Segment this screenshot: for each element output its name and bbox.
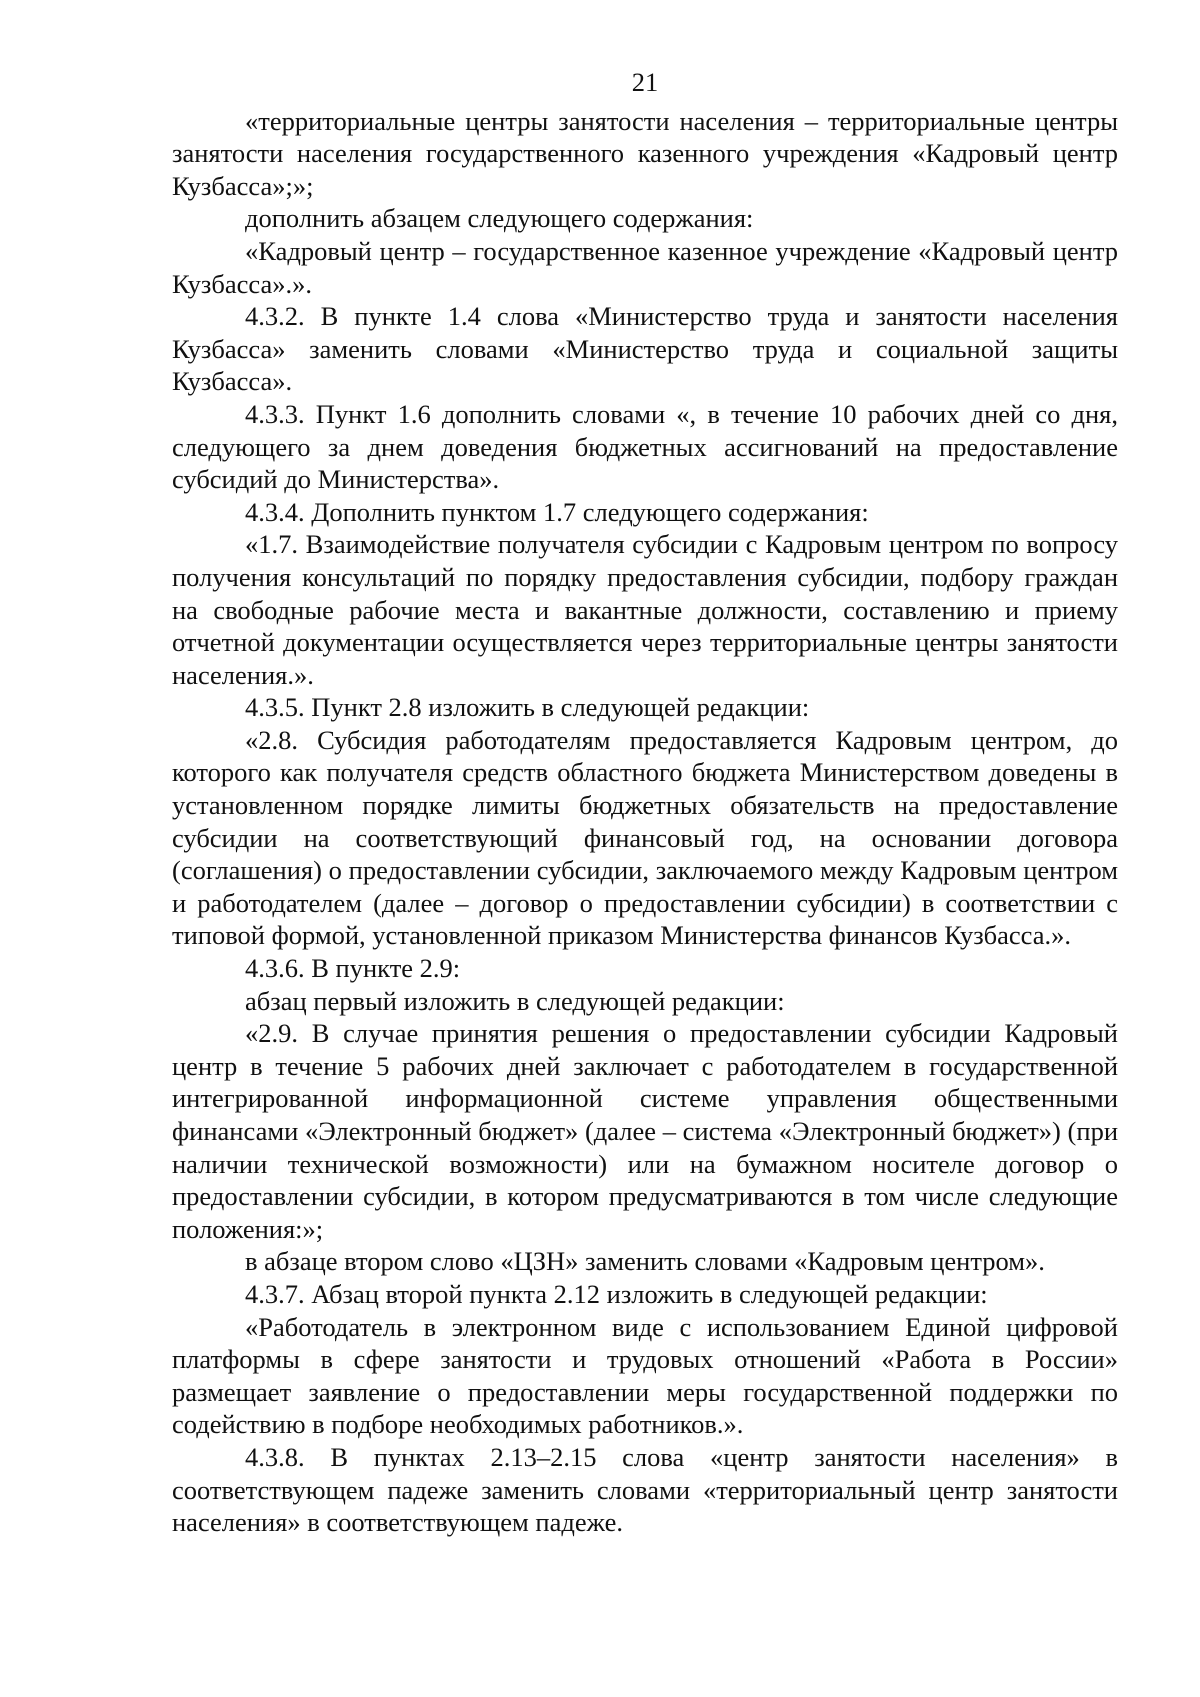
paragraph: в абзаце втором слово «ЦЗН» заменить словами «Кадровым центром». — [245, 1246, 1045, 1277]
paragraph: дополнить абзацем следующего содержания: — [245, 203, 754, 234]
paragraph: «Работодатель в электронном виде с использованием Единой цифровой платформы в сфере занятости и трудовых отношений «Работа в России» размещает заявление о предоставлении меры государственной поддержки по содействию в подборе необходимых работников.». — [172, 1311, 1118, 1440]
paragraph: 4.3.3. Пункт 1.6 дополнить словами «, в течение 10 рабочих дней со дня, следующего за днем доведения бюджетных ассигнований на предоставление субсидий до Министерства». — [172, 398, 1118, 495]
page-number: 21 — [631, 67, 659, 97]
paragraph: 4.3.4. Дополнить пунктом 1.7 следующего содержания: — [245, 496, 869, 527]
paragraph: 4.3.6. В пункте 2.9: — [245, 953, 461, 984]
paragraph: 4.3.2. В пункте 1.4 слова «Министерство труда и занятости населения Кузбасса» заменить словами «Министерство труда и социальной защиты Кузбасса». — [172, 301, 1118, 397]
paragraph: «1.7. Взаимодействие получателя субсидии с Кадровым центром по вопросу получения консультаций по порядку предоставления субсидии, подбору граждан на свободные рабочие места и вакантные должности, составлению и приему отчетной документации осуществляется через территориальные центры занятости населения.». — [172, 529, 1118, 690]
paragraph: «территориальные центры занятости населения – территориальные центры занятости населения государственного казенного учреждения «Кадровый центр Кузбасса»;»; — [172, 105, 1118, 201]
paragraph: «2.9. В случае принятия решения о предоставлении субсидии Кадровый центр в течение 5 рабочих дней заключает с работодателем в государственной интегрированной информационной системе управления общественными финансами «Электронный бюджет» (далее – система «Электронный бюджет») (при наличии технической возможности) или на бумажном носителе договор о предоставлении субсидии, в котором предусматриваются в том числе следующие положения:»; — [172, 1018, 1118, 1244]
paragraph: абзац первый изложить в следующей редакции: — [245, 985, 785, 1016]
paragraph: «Кадровый центр – государственное казенное учреждение «Кадровый центр Кузбасса».». — [172, 235, 1118, 299]
paragraph: 4.3.5. Пункт 2.8 изложить в следующей редакции: — [245, 692, 810, 723]
paragraph: 4.3.8. В пунктах 2.13–2.15 слова «центр занятости населения» в соответствующем падеже заменить словами «территориальный центр занятости населения» в соответствующем падеже. — [172, 1441, 1118, 1538]
paragraph: «2.8. Субсидия работодателям предоставляется Кадровым центром, до которого как получателя средств областного бюджета Министерством доведены в установленном порядке лимиты бюджетных обязательств на предоставление субсидии на соответствующий финансовый год, на основании договора (соглашения) о предоставлении субсидии, заключаемого между Кадровым центром и работодателем (далее – договор о предоставлении субсидии) в соответствии с типовой формой, установленной приказом Министерства финансов Кузбасса.». — [172, 724, 1118, 951]
paragraph: 4.3.7. Абзац второй пункта 2.12 изложить в следующей редакции: — [245, 1278, 988, 1309]
document-page — [172, 66, 1118, 1539]
